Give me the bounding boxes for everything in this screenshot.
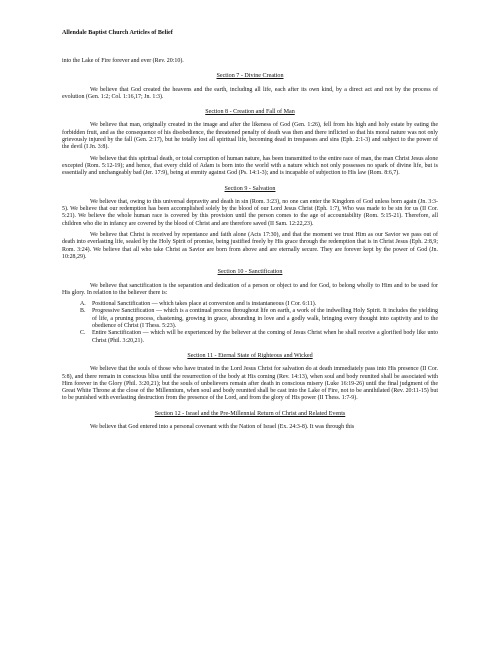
list-item-text: Progressive Sanctification — which is a continual process throughout life on earth, a work of the indwelling Holy Spirit. It includes the yielding of life, a pruning process, chastening, growing in grace, abounding in love and a godly walk, bringing every thought into captivity and to the obedience of Christ (I Thess. 5:23). — [92, 308, 438, 330]
list-item-text: Positional Sanctification — which takes place at conversion and is instantaneous (I Cor. 6:11). — [92, 301, 317, 308]
section-11-paragraph-1: We believe that the souls of those who have trusted in the Lord Jesus Christ for salvation do at death immediately pass into His presence (II Cor. 5:8), and there remain in conscious bliss until the resurrection of the body at His coming (Rev. 14:13), when soul and body reunited shall be associated with Him forever in the Glory (Phil. 3:20,21); but the souls of unbelievers remain after death in conscious misery (Luke 16:19-26) until the final judgment of the Great White Throne at the close of the Millennium, when soul and body reunited shall be cast into the Lake of Fire, not to be annihilated (Rev. 20:11-15) but to be punished with everlasting destruction from the presence of the Lord, and from the glory of His power (II Thess. 1:7-9). — [62, 366, 438, 402]
intro-line: into the Lake of Fire forever and ever (Rev. 20:10). — [62, 58, 184, 64]
list-item — [62, 308, 438, 330]
section-8-heading: Section 8 - Creation and Fall of Man — [205, 109, 295, 116]
section-10-paragraph-1: We believe that sanctification is the separation and dedication of a person or object to and for God, to belong wholly to Him and to be used for His glory. In relation to the believer there is: — [62, 282, 438, 296]
list-item-letter: B. — [80, 308, 86, 315]
list-item — [62, 330, 438, 345]
section-9-paragraph-1: We believe that, owing to this universal depravity and death in sin (Rom. 3:23), no one can enter the Kingdom of God unless born again (Jn. 3:3-5). We believe that our redemption has been accomplished solely by the blood of our Lord Jesus Christ (Eph. 1:7), Who was made to be sin for us (II Cor. 5:21). We believe the whole human race is covered by this provision until the person comes to the age of accountability (Rom. 5:15-21). Therefore, all children who die in infancy are covered by the blood of Christ and are therefore saved (II Sam. 12:22,23). — [62, 198, 438, 227]
sanctification-list — [62, 301, 438, 345]
section-12-heading: Section 12 - Israel and the Pre-Millennial Return of Christ and Related Events — [154, 410, 346, 417]
section-10-heading: Section 10 - Sanctification — [217, 269, 283, 276]
section-7-heading: Section 7 - Divine Creation — [216, 73, 284, 80]
section-11-heading: Section 11 - Eternal State of Righteous and Wicked — [187, 352, 313, 359]
section-8-paragraph-2: We believe that this spiritual death, or total corruption of human nature, has been transmitted to the entire race of man, the man Christ Jesus alone excepted (Rom. 5:12-19); and hence, that every child of Adam is born into the world with a nature which not only possesses no spark of divine life, but is essentially and unchangeably bad (Jer. 17:9), being at enmity against God (Ps. 14:1-3); and is incapable of subjection to His law (Rom. 8:6,7). — [62, 155, 438, 177]
section-7-paragraph-1: We believe that God created the heavens and the earth, including all life, each after its own kind, by a direct act and not by the process of evolution (Gen. 1:2; Col. 1:16,17; Jn. 1:3). — [62, 86, 438, 100]
section-12-paragraph-1: We believe that God entered into a personal covenant with the Nation of Israel (Ex. 24:3-8). It was through this — [90, 423, 355, 430]
document-body — [62, 58, 438, 435]
list-item-text: Entire Sanctification — which will be experienced by the believer at the coming of Jesus Christ when he shall receive a glorified body like unto Christ (Phil. 3:20,21). — [92, 330, 438, 344]
section-9-heading: Section 9 - Salvation — [224, 185, 276, 192]
section-8-paragraph-1: We believe that man, originally created in the image and after the likeness of God (Gen. 1:26), fell from his high and holy estate by eating the forbidden fruit, and as the consequence of his disobedience, the threatened penalty of death was then and there inflicted so that his moral nature was not only grievously injured by the fall (Gen. 2:17), but he totally lost all spiritual life, becoming dead in trespasses and sins (Eph. 2:1-3) and subject to the power of the devil (I Jn. 3:8). — [62, 122, 438, 151]
document-header: Allendale Baptist Church Articles of Belief — [62, 30, 173, 36]
section-9-paragraph-2: We believe that Christ is received by repentance and faith alone (Acts 17:30), and that the moment we trust Him as our Savior we pass out of death into everlasting life, sealed by the Holy Spirit of promise, being justified freely by His grace through the redemption that is in Christ Jesus (Eph. 2:8,9; Rom. 3:24). We believe that all who take Christ as Savior are born from above and are eternally secure. They are forever kept by the power of God (Jn. 10:28,29). — [62, 232, 438, 260]
list-item-letter: A. — [80, 301, 86, 308]
list-item-letter: C. — [80, 330, 86, 337]
